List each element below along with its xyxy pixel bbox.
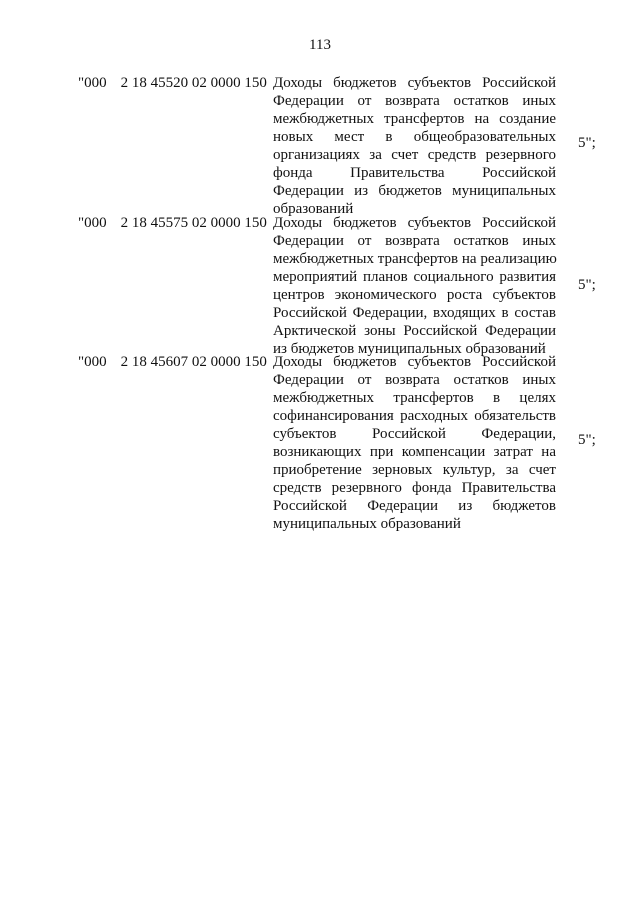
description-line: из бюджетов муниципальных образований	[273, 341, 546, 357]
page-number: 113	[309, 37, 331, 53]
budget-code	[78, 74, 267, 92]
description-line: организациях за счет средств резервного	[273, 147, 556, 163]
code-value: 2 18 45520 02 0000 150	[120, 75, 267, 91]
description-line: межбюджетных трансфертов в целях	[273, 390, 556, 406]
code-value: 2 18 45607 02 0000 150	[120, 354, 267, 370]
code-prefix: "000	[78, 354, 107, 370]
row-description	[273, 214, 556, 358]
description-line: Российской Федерации из бюджетов	[273, 498, 556, 514]
description-line: Российской Федерации, входящих в состав	[273, 305, 556, 321]
row-description	[273, 74, 556, 218]
description-line: Доходы бюджетов субъектов Российской	[273, 354, 556, 370]
description-line: образований	[273, 201, 354, 217]
budget-code	[78, 214, 267, 232]
code-value: 2 18 45575 02 0000 150	[120, 215, 267, 231]
description-line: субъектов Российской Федерации,	[273, 426, 556, 442]
description-line: межбюджетных трансфертов на реализацию	[273, 251, 557, 267]
description-line: средств резервного фонда Правительства	[273, 480, 556, 496]
description-line: новых мест в общеобразовательных	[273, 129, 556, 145]
code-prefix: "000	[78, 215, 107, 231]
description-line: центров экономического роста субъектов	[273, 287, 556, 303]
description-line: фонда Правительства Российской	[273, 165, 556, 181]
description-line: Арктической зоны Российской Федерации	[273, 323, 556, 339]
description-line: Доходы бюджетов субъектов Российской	[273, 75, 556, 91]
description-line: Федерации от возврата остатков иных	[273, 233, 556, 249]
description-line: Доходы бюджетов субъектов Российской	[273, 215, 556, 231]
description-line: Федерации от возврата остатков иных	[273, 372, 556, 388]
description-line: софинансирования расходных обязательств	[273, 408, 556, 424]
description-line: муниципальных образований	[273, 516, 461, 532]
budget-code	[78, 353, 267, 371]
description-line: межбюджетных трансфертов на создание	[273, 111, 556, 127]
row-value: 5";	[578, 432, 596, 448]
description-line: возникающих при компенсации затрат на	[273, 444, 556, 460]
description-line: мероприятий планов социального развития	[273, 269, 556, 285]
description-line: приобретение зерновых культур, за счет	[273, 462, 556, 478]
code-prefix: "000	[78, 75, 107, 91]
row-value: 5";	[578, 135, 596, 151]
row-value: 5";	[578, 277, 596, 293]
description-line: Федерации из бюджетов муниципальных	[273, 183, 556, 199]
row-description	[273, 353, 556, 533]
description-line: Федерации от возврата остатков иных	[273, 93, 556, 109]
